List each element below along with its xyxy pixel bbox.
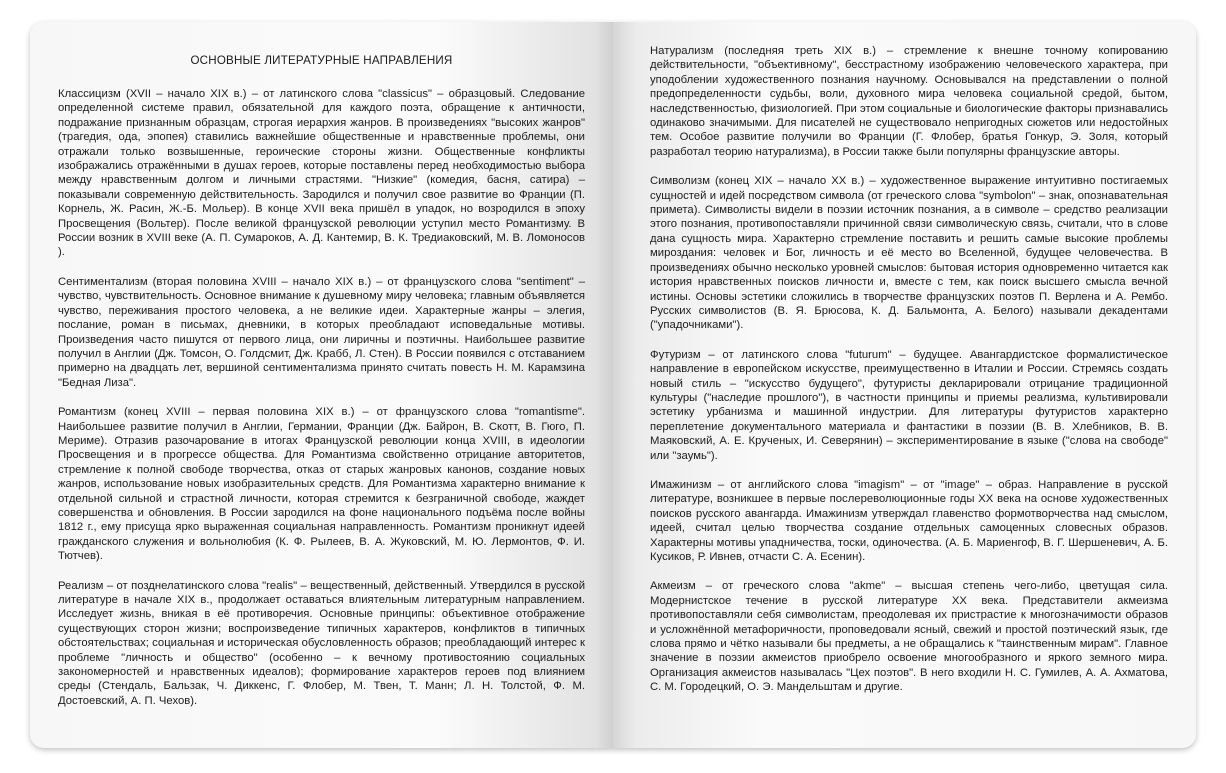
right-page: [613, 22, 1196, 748]
paragraph-symbolism: Символизм (конец XIX – начало XX в.) – художественное выражение интуитивно постигаемых сущностей и идей посредством символа (от греческого слова "symbolon" – знак, опознавательная примета). Символисты видели в поэзии источник познания, а в символе – средство реализации этого познания, противопоставляли причинной связи символическую связь, считали, что в слове дана сущность мира. Характерно стремление поставить и решить самые высокие проблемы мироздания: человек и Бог, личность и её место во Вселенной, будущее человечества. В произведениях обычно несколько уровней смыслов: бытовая история одновременно читается как история нравственных поисков личности и, вместе с тем, как поиск высшего смысла вечной истины. Основы эстетики сложились в творчестве французских поэтов П. Верлена и А. Рембо. Русских символистов (В. Я. Брюсова, К. Д. Бальмонта, А. Белого) называли декадентами ("упадочниками").: [650, 175, 1168, 332]
paragraph-futurism: Футуризм – от латинского слова "futurum" – будущее. Авангардистское формалистическое направление в европейском искусстве, преимущественно в Италии и России. Стремясь создать новый стиль – "искусство будущего", футуристы декларировали отрицание традиционной культуры ("наследие прошлого"), в частности принципы и приемы реализма, культивировали эстетику урбанизма и машинной индустрии. Для литературы футуристов характерно переплетение документального материала и фантастики в поэзии (В. В. Хлебников, В. В. Маяковский, А. Е. Крученых, И. Северянин) – экспериментирование в языке ("слова на свободе" или "заумь").: [650, 348, 1168, 462]
paragraph-romanticism: Романтизм (конец XVIII – первая половина XIX в.) – от французского слова "romantisme". Наибольшее развитие получил в Англии, Германии, Франции (Дж. Байрон, В. Скотт, В. Гюго, П. Мериме). Отразив разочарование в итогах Французской революции конца XVIII, в идеологии Просвещения и в прогрессе общества. Для Романтизма свойственно отрицание авторитетов, стремление к полной свободе творчества, отказ от старых жанровых канонов, создание новых жанров, использование новых изобразительных средств. Для Романтизма характерно внимание к отдельной сильной и страстной личности, которая стремится к безграничной свободе, жаждет совершенства и обновления. В России зародился на фоне национального подъёма после войны 1812 г., ему присуща ярко выраженная социальная направленность. Романтизм проникнут идеей гражданского служения и вольнолюбия (К. Ф. Рылеев, В. А. Жуковский, М. Ю. Лермонтов, Ф. И. Тютчев).: [58, 406, 585, 563]
paragraph-imagism: Имажинизм – от английского слова "imagism" – от "image" – образ. Направление в русской литературе, возникшее в первые послереволюционные годы XX века на основе художественных поисков русского авангарда. Имажинизм утверждал главенство формотворчества над смыслом, идеей, считал целью творчества создание отдельных самоценных словесных образов. Характерны мотивы упадничества, тоски, одиночества. (А. Б. Мариенгоф, В. Г. Шершеневич, А. Б. Кусиков, Р. Ивнев, отчасти С. А. Есенин).: [650, 478, 1168, 563]
paragraph-naturalism: Натурализм (последняя треть XIX в.) – стремление к внешне точному копированию действительности, "объективному", бесстрастному изображению человеческого характера, при уподоблении художественного познания научному. Основывался на представлении о полной предопределенности судьбы, воли, духовного мира человека социальной средой, бытом, наследственностью, физиологией. При этом социальные и биологические факторы признавались одинаково значимыми. Для писателей не существовало непригодных сюжетов или недостойных тем. Особое развитие получили во Франции (Г. Флобер, братья Гонкур, Э. Золя, который разработал теорию натурализма), в России также были популярны французские авторы.: [650, 45, 1168, 158]
page-title: ОСНОВНЫЕ ЛИТЕРАТУРНЫЕ НАПРАВЛЕНИЯ: [190, 54, 453, 67]
book-spread: [30, 22, 1196, 748]
paragraph-sentimentalism: Сентиментализм (вторая половина XVIII – начало XIX в.) – от французского слова "sentiment" – чувство, чувствительность. Основное внимание к душевному миру человека; главным объявляется чувство, переживания простого человека, а не великие идеи. Характерные жанры – элегия, послание, роман в письмах, дневники, в которых преобладают исповедальные мотивы. Произведения часто пишутся от первого лица, они лиричны и поэтичны. Наибольшее развитие получил в Англии (Дж. Томсон, О. Голдсмит, Дж. Крабб, Л. Стен). В России появился с отставанием примерно на двадцать лет, вершиной сентиментализма принято считать повесть Н. М. Карамзина "Бедная Лиза".: [58, 275, 585, 389]
paragraph-realism: Реализм – от позднелатинского слова "realis" – вещественный, действенный. Утвердился в русской литературе в начале XIX в., продолжает оставаться влиятельным литературным направлением. Исследует жизнь, вникая в её противоречия. Основные принципы: объективное отображение существующих сторон жизни; воспроизведение типичных характеров, конфликтов в типичных обстоятельствах; социальная и историческая обусловленность образов; преобладающий интерес к проблеме "личность и общество" (особенно – к вечному противостоянию социальных закономерностей и нравственных идеалов); формирование характеров героев под влиянием среды (Стендаль, Бальзак, Ч. Диккенс, Г. Флобер, М. Твен, Т. Манн; Л. Н. Толстой, Ф. М. Достоевский, А. П. Чехов).: [58, 579, 585, 707]
paragraph-acmeism: Акмеизм – от греческого слова "akme" – высшая степень чего-либо, цветущая сила. Модернистское течение в русской литературе XX века. Представители акмеизма противопоставляли себя символистам, преодолевая их пристрастие к многозначимости образов и усложнённой метафоричности, проповедовали ясный, свежий и простой поэтический язык, где слова прямо и чётко называли бы предметы, а не обращались к "таинственным мирам". Главное значение в поэзии акмеистов приобрело освоение многообразного и яркого земного мира. Организация акмеистов называлась "Цех поэтов". В него входили Н. С. Гумилев, А. А. Ахматова, С. М. Городецкий, О. Э. Мандельштам и другие.: [650, 580, 1168, 694]
left-page: [30, 22, 613, 748]
paragraph-classicism: Классицизм (XVII – начало XIX в.) – от латинского слова "classicus" – образцовый. Следование определенной системе правил, обязательной для каждого поэта, обращение к античности, подражание признанным образцам, строгая иерархия жанров. В произведениях "высоких жанров" (трагедия, ода, эпопея) ставились важнейшие общественные и нравственные проблемы, они отражали только возвышенные, героические стороны жизни. Общественные конфликты изображались отражёнными в душах героев, которые поставлены перед необходимостью выбора между нравственным долгом и личными страстями. "Низкие" (комедия, басня, сатира) – показывали современную действительность. Зародился и получил свое развитие во Франции (П. Корнель, Ж. Расин, Ж.-Б. Мольер). В конце XVII века пришёл в упадок, но возродился в эпоху Просвещения (Вольтер). После великой французской революции уступил место Романтизму. В России возник в XVIII веке (А. П. Сумароков, А. Д. Кантемир, В. К. Тредиаковский, М. В. Ломоносов ).: [58, 88, 585, 259]
